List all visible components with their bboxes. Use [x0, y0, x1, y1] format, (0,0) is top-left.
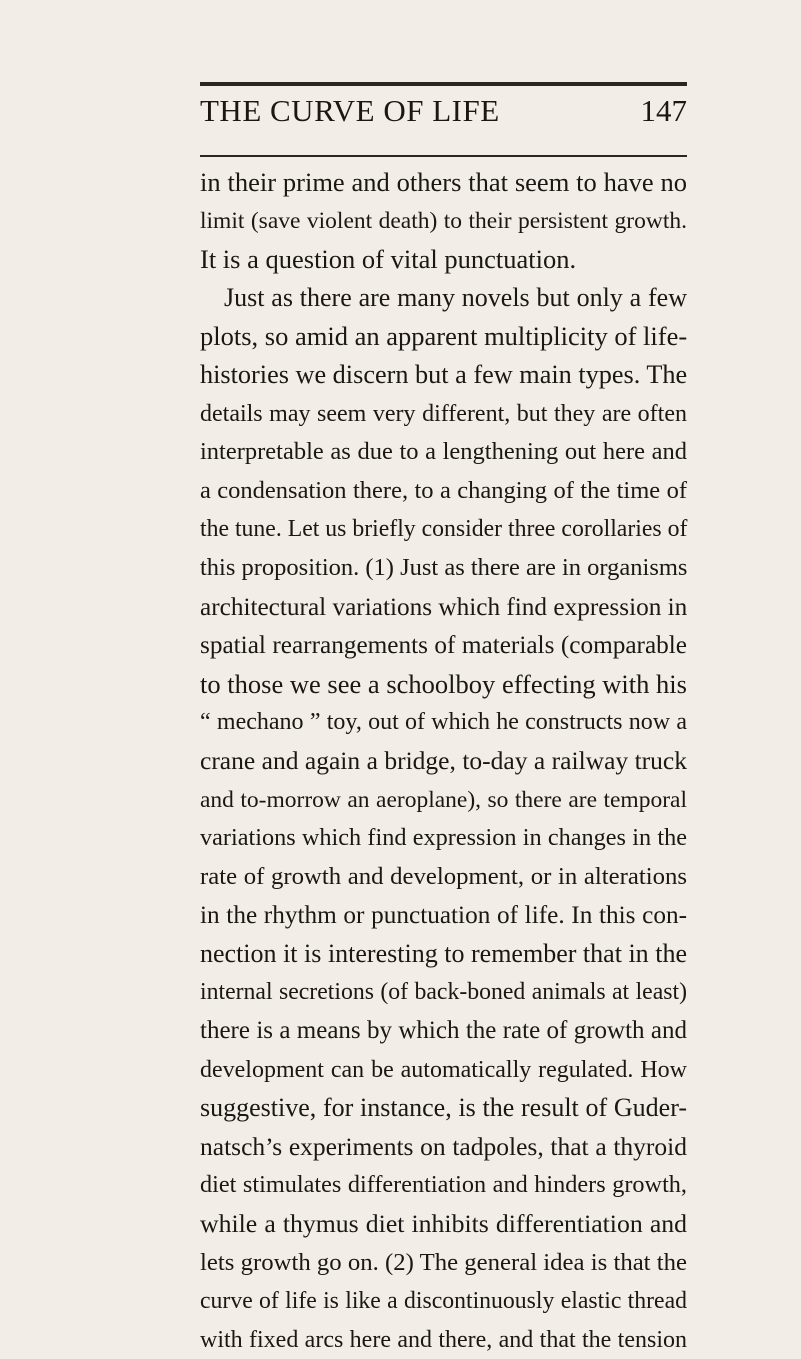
text-line: to those we see a schoolboy effecting with his	[200, 668, 687, 699]
text-line: a condensation there, to a changing of the time of	[200, 476, 687, 504]
page-number: 147	[640, 93, 687, 128]
text-line: Just as there are many novels but only a few	[224, 282, 687, 312]
text-line: development can be automatically regulated. How	[200, 1056, 687, 1083]
text-line: variations which find expression in changes in the	[200, 824, 687, 852]
text-line: It is a question of vital punctuation.	[200, 244, 577, 275]
text-line: the tune. Let us briefly consider three corollaries of	[200, 516, 688, 543]
body-text	[200, 163, 687, 1359]
text-line: lets growth go on. (2) The general idea is that the	[200, 1248, 687, 1276]
text-line: while a thymus diet inhibits differentiation and	[200, 1209, 687, 1239]
running-title: THE CURVE OF LIFE	[200, 93, 500, 128]
text-line: spatial rearrangements of materials (comparable	[200, 631, 687, 660]
text-line: limit (save violent death) to their persistent growth.	[200, 207, 687, 234]
text-line: histories we discern but a few main types. The	[200, 359, 688, 389]
text-line: interpretable as due to a lengthening out here and	[200, 438, 687, 466]
header-rule-top	[200, 82, 687, 86]
text-line: in the rhythm or punctuation of life. In this con-	[200, 901, 687, 930]
text-line: suggestive, for instance, is the result of Guder-	[200, 1093, 687, 1123]
text-line: “ mechano ” toy, out of which he constructs now a	[200, 709, 687, 736]
text-line: plots, so amid an apparent multiplicity of life-	[200, 321, 688, 352]
text-line: this proposition. (1) Just as there are in organisms	[200, 553, 688, 581]
text-line: natsch’s experiments on tadpoles, that a thyroid	[200, 1131, 687, 1161]
text-line: internal secretions (of back-boned animals at least)	[200, 979, 687, 1006]
text-line: with fixed arcs here and there, and that the tension	[200, 1326, 687, 1353]
header-rule-bottom	[200, 155, 687, 157]
text-line: in their prime and others that seem to have no	[200, 167, 687, 197]
text-line: details may seem very different, but they are often	[200, 400, 687, 427]
text-line: nection it is interesting to remember that in the	[200, 938, 687, 968]
text-line: architectural variations which find expression in	[200, 592, 688, 621]
text-line: and to-morrow an aeroplane), so there are temporal	[200, 786, 687, 813]
text-line: diet stimulates differentiation and hinders growth,	[200, 1171, 687, 1199]
text-line: there is a means by which the rate of growth and	[200, 1017, 687, 1045]
text-line: curve of life is like a discontinuously elastic thread	[200, 1288, 687, 1315]
text-line: crane and again a bridge, to-day a railway truck	[200, 745, 687, 775]
text-line: rate of growth and development, or in alterations	[200, 862, 687, 890]
running-header	[200, 91, 687, 131]
